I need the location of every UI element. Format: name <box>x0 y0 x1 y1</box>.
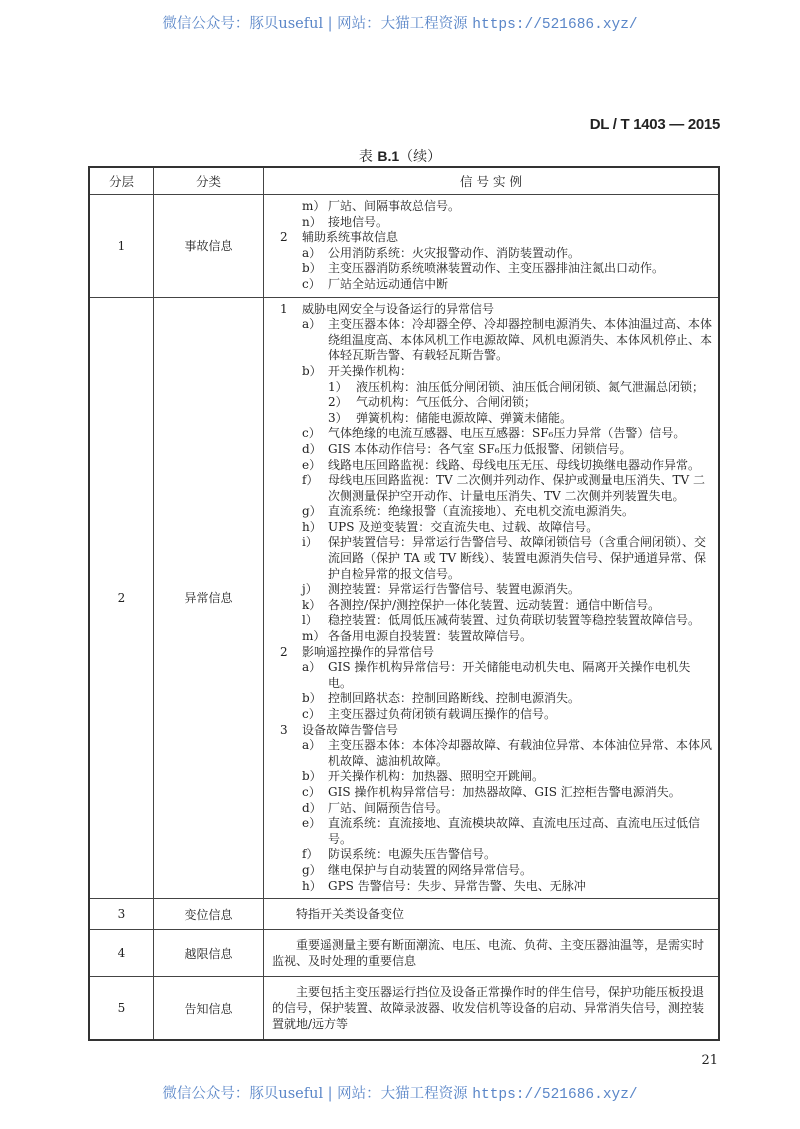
item-text: 继电保护与自动装置的网络异常信号。 <box>328 862 533 877</box>
list-item <box>272 535 712 582</box>
item-text: 液压机构：油压低分闸闭锁、油压低合闸闭锁、氮气泄漏总闭锁； <box>356 379 705 394</box>
list-item <box>272 458 712 474</box>
list-item <box>272 660 712 691</box>
list-item <box>272 317 712 364</box>
item-label: i） <box>302 535 318 550</box>
header-category: 分类 <box>154 167 264 195</box>
item-label: 2 <box>280 230 288 245</box>
item-label: k） <box>302 597 322 612</box>
list-item <box>272 504 712 520</box>
examples-cell <box>264 195 720 298</box>
item-text: 接地信号。 <box>328 214 389 229</box>
item-label: 2） <box>328 395 348 410</box>
item-text: 设备故障告警信号 <box>302 722 399 737</box>
list-item <box>272 246 712 262</box>
item-text: GIS 本体动作信号：各气室 SF₆压力低报警、闭锁信号。 <box>328 441 632 456</box>
list-item <box>272 801 712 817</box>
list-item <box>272 442 712 458</box>
layer-cell: 4 <box>89 930 154 977</box>
list-item <box>272 613 712 629</box>
item-text: 厂站、间隔事故总信号。 <box>328 199 461 213</box>
item-text: 威胁电网安全与设备运行的异常信号 <box>302 301 495 316</box>
list-item <box>272 863 712 879</box>
page-number: 21 <box>701 1053 718 1068</box>
item-label: e） <box>302 816 322 831</box>
item-label: m） <box>302 629 326 644</box>
item-text: 直流系统：绝缘报警（直流接地）、充电机交流电源消失。 <box>328 504 635 519</box>
description-text: 重要遥测量主要有断面潮流、电压、电流、负荷、主变压器油温等，是需实时监视、及时处理的重要信息 <box>272 938 705 969</box>
list-item <box>272 230 712 246</box>
list-item <box>272 199 712 215</box>
layer-cell: 5 <box>89 977 154 1041</box>
item-label: b） <box>302 261 322 276</box>
item-label: 3） <box>328 410 348 425</box>
table-row <box>89 930 719 977</box>
category-cell: 异常信息 <box>154 297 264 899</box>
category-cell: 事故信息 <box>154 195 264 298</box>
item-label: f） <box>302 473 319 488</box>
category-cell: 越限信息 <box>154 930 264 977</box>
signal-table <box>88 166 720 1041</box>
item-label: 2 <box>280 644 288 659</box>
list-item <box>272 738 712 769</box>
item-label: b） <box>302 769 322 784</box>
item-text: 影响遥控操作的异常信号 <box>302 644 435 659</box>
item-text: 直流系统：直流接地、直流模块故障、直流电压过高、直流电压过低信号。 <box>328 816 701 846</box>
item-text: 母线电压回路监视：TV 二次侧并列动作、保护或测量电压消失、TV 二次侧测量保护空开动作、计量电压消失、TV 二次侧并列装置失电。 <box>328 473 705 503</box>
item-text: 气体绝缘的电流互感器、电压互感器：SF₆压力异常（告警）信号。 <box>328 426 686 441</box>
item-text: 控制回路状态：控制回路断线、控制电源消失。 <box>328 691 581 706</box>
item-label: j） <box>302 582 318 597</box>
header-layer: 分层 <box>89 167 154 195</box>
item-text: 防误系统：电源失压告警信号。 <box>328 847 497 862</box>
item-label: c） <box>302 276 321 291</box>
list-item <box>272 277 712 293</box>
list-item <box>272 847 712 863</box>
list-item <box>272 582 712 598</box>
item-text: 各备用电源自投装置：装置故障信号。 <box>328 629 533 644</box>
item-label: a） <box>302 660 322 675</box>
title-prefix: 表 <box>358 149 378 165</box>
item-text: GIS 操作机构异常信号：开关储能电动机失电、隔离开关操作电机失电。 <box>328 660 691 690</box>
item-label: c） <box>302 707 321 721</box>
list-item <box>272 707 712 723</box>
item-label: l） <box>302 613 318 628</box>
item-label: h） <box>302 878 322 893</box>
layer-cell: 1 <box>89 195 154 298</box>
table-row <box>89 899 719 930</box>
item-text: 开关操作机构：加热器、照明空开跳闸。 <box>328 769 545 784</box>
item-label: a） <box>302 245 322 260</box>
description-text: 主要包括主变压器运行挡位及设备正常操作时的伴生信号，保护功能压板投退的信号，保护装置、故障录波器、收发信机等设备的启动、异常消失信号，测控装置就地/远方等 <box>272 985 705 1032</box>
list-item <box>272 473 712 504</box>
list-item <box>272 816 712 847</box>
item-label: h） <box>302 519 322 534</box>
item-label: e） <box>302 457 322 472</box>
title-suffix: （续） <box>399 149 442 165</box>
list-item <box>272 769 712 785</box>
item-text: 弹簧机构：储能电源故障、弹簧未储能。 <box>356 410 573 425</box>
standard-number: DL / T 1403 — 2015 <box>589 116 720 133</box>
list-item <box>272 426 712 442</box>
item-label: n） <box>302 214 322 229</box>
category-cell: 变位信息 <box>154 899 264 930</box>
item-label: g） <box>302 504 322 519</box>
item-label: f） <box>302 847 319 862</box>
item-label: d） <box>302 800 322 815</box>
list-item <box>272 411 712 427</box>
list-item <box>272 364 712 380</box>
item-text: 稳控装置：低周低压减荷装置、过负荷联切装置等稳控装置故障信号。 <box>328 613 701 628</box>
item-text: 厂站、间隔预告信号。 <box>328 800 449 815</box>
item-label: 3 <box>280 722 288 737</box>
list-item <box>272 380 712 396</box>
item-text: GIS 操作机构异常信号：加热器故障、GIS 汇控柜告警电源消失。 <box>328 784 681 799</box>
item-text: 主变压器过负荷闭锁有载调压操作的信号。 <box>328 707 557 721</box>
list-item <box>272 723 712 739</box>
examples-cell <box>264 977 720 1041</box>
list-item <box>272 879 712 895</box>
list-item <box>272 215 712 231</box>
item-text: 厂站全站远动通信中断 <box>328 276 449 291</box>
item-text: 开关操作机构： <box>328 363 413 378</box>
table-row <box>89 195 719 298</box>
item-text: 保护装置信号：异常运行告警信号、故障闭锁信号（含重合闸闭锁）、交流回路（保护 TA 或 TV 断线）、装置电源消失信号、保护通道异常、保护自检异常的报文信号。 <box>328 535 707 581</box>
item-text: UPS 及逆变装置：交直流失电、过载、故障信号。 <box>328 519 599 534</box>
watermark-text: 微信公众号：豚贝useful | 网站：大猫工程资源 <box>162 16 473 32</box>
examples-cell <box>264 930 720 977</box>
title-number: B.1 <box>377 148 400 164</box>
examples-cell <box>264 297 720 899</box>
watermark-url[interactable]: https://521686.xyz/ <box>472 1087 638 1103</box>
watermark-top <box>0 12 800 33</box>
item-label: a） <box>302 317 322 332</box>
category-cell: 告知信息 <box>154 977 264 1041</box>
header-examples: 信 号 实 例 <box>264 167 720 195</box>
list-item <box>272 302 712 318</box>
watermark-text: 微信公众号：豚贝useful | 网站：大猫工程资源 <box>162 1086 473 1102</box>
list-item <box>272 785 712 801</box>
item-label: 1） <box>328 379 348 394</box>
layer-cell: 3 <box>89 899 154 930</box>
item-text: 主变压器消防系统喷淋装置动作、主变压器排油注氮出口动作。 <box>328 261 665 276</box>
layer-cell: 2 <box>89 297 154 899</box>
watermark-url[interactable]: https://521686.xyz/ <box>472 17 638 33</box>
item-label: b） <box>302 363 322 378</box>
item-text: 各测控/保护/测控保护一体化装置、远动装置：通信中断信号。 <box>328 597 661 612</box>
watermark-bottom <box>0 1082 800 1103</box>
item-text: 公用消防系统：火灾报警动作、消防装置动作。 <box>328 245 581 260</box>
table-row <box>89 297 719 899</box>
item-label: a） <box>302 738 322 753</box>
list-item <box>272 645 712 661</box>
item-label: d） <box>302 441 322 456</box>
item-text: 主变压器本体：冷却器全停、冷却器控制电源消失、本体油温过高、本体绕组温度高、本体风机工作电源故障、风机电源消失、本体风机停止、本体轻瓦斯告警、有载轻瓦斯告警。 <box>328 317 713 363</box>
item-label: 1 <box>280 301 288 316</box>
item-text: 主变压器本体：本体冷却器故障、有载油位异常、本体油位异常、本体风机故障、滤油机故障。 <box>328 738 713 768</box>
list-item <box>272 598 712 614</box>
item-text: 线路电压回路监视：线路、母线电压无压、母线切换继电器动作异常。 <box>328 457 701 472</box>
item-label: g） <box>302 862 322 877</box>
item-text: GPS 告警信号：失步、异常告警、失电、无脉冲 <box>328 878 586 893</box>
item-text: 辅助系统事故信息 <box>302 230 399 245</box>
list-item <box>272 395 712 411</box>
table-title <box>0 146 800 166</box>
item-text: 测控装置：异常运行告警信号、装置电源消失。 <box>328 582 581 597</box>
list-item <box>272 629 712 645</box>
item-label: c） <box>302 784 321 799</box>
description-text: 特指开关类设备变位 <box>296 907 405 922</box>
table-row <box>89 977 719 1041</box>
list-item <box>272 520 712 536</box>
examples-cell <box>264 899 720 930</box>
item-text: 气动机构：气压低分、合闸闭锁； <box>356 395 537 410</box>
item-label: c） <box>302 426 321 441</box>
list-item <box>272 691 712 707</box>
list-item <box>272 261 712 277</box>
item-label: m） <box>302 199 326 213</box>
item-label: b） <box>302 691 322 706</box>
